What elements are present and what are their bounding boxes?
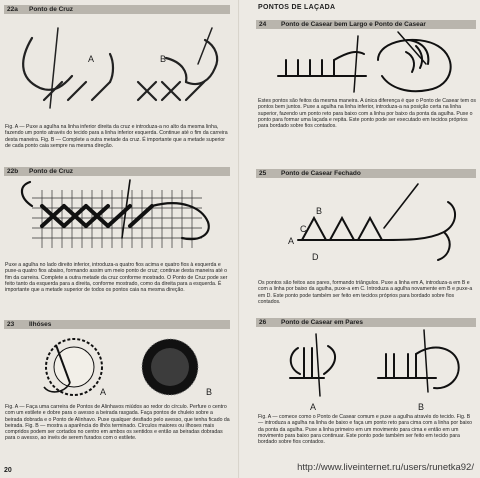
figure-label-b: B (206, 387, 213, 397)
cross-stitch-grid-figure (12, 178, 228, 256)
figure-label-a: A (100, 387, 107, 397)
section-number: 25 (259, 170, 267, 177)
page-number: 20 (4, 467, 12, 474)
section-title: Ponto de Casear em Pares (281, 319, 364, 326)
section-title: Ponto de Cruz (29, 168, 74, 175)
section-title: Ponto de Casear bem Largo e Ponto de Casear (281, 21, 426, 28)
section-title: Ponto de Casear Fechado (281, 170, 361, 177)
paired-blanket-stitch-figure (258, 328, 476, 414)
figure-label-b: B (316, 206, 323, 216)
caption-23: Fig. A — Faça uma carreira de Pontos de Alinhavos miúdos ao redor do círculo. Perfure o centro com um estilete e dobre para o avesso a beirada rasgada. Faça pontos de chuleio sobre a beirada dobrada e o Ponto de Alinhavo. Puxe qualquer desfiado pelo avesso, que tenha ficado da beirada. Fig. B — mostra a aparência do ilhós terminado. Círculos maiores ou ilhoses mais compridos podem ser cortados no centro em ambos os sentidos e então as beiradas dobradas para o avesso, ao invés de serem furados com o estilete. (5, 404, 230, 442)
caption-25: Os pontos são feitos aos pares, formando triângulos. Puxe a linha em A, introduza-a em B e com a linha por baixo da agulha, puxe-a em C. Introduza a agulha novamente em B e puxe-a em D. Este ponto pode também ser feito em tecidos próprios para bordado sobre fios contados. (258, 280, 473, 305)
figure-label-b: B (418, 402, 425, 412)
figure-label-a: A (88, 54, 95, 64)
section-number: 22b (7, 168, 19, 175)
watermark-url: http://www.liveinternet.ru/users/runetka92/ (297, 462, 474, 473)
eyelet-figure-ab (10, 331, 230, 401)
caption-22b: Puxe a agulha no lado direito inferior, introduza-a quatro fios acima e quatro fios à esquerda e puxe-a quatro fios abaixo, formando assim um meio ponto de cruz; continue desta maneira até o fim da carreira. Complete a outra metade da cruz conforme mostrado. O Ponto de Cruz pode ser feito tanto da esquerda para a direita, conforme mostrado, como da direita para a esquerda. É importante que a metade superior de todos os pontos caia na mesma direção. (5, 262, 228, 294)
section-number: 24 (259, 21, 267, 28)
caption-24: Estes pontos são feitos da mesma maneira. A única diferença é que o Ponto de Casear tem os pontos bem juntos. Puxe a agulha na linha inferior, introduza-a na posição certa na linha superior, fazendo um ponto reto para baixo com a linha por baixo da ponta da agulha. Puxe o ponto para formar uma laçada e repita. Este ponto pode ser executado em tecidos próprios para bordado sobre fios contados. (258, 98, 477, 130)
figure-label-b: B (160, 54, 167, 64)
section-number: 23 (7, 321, 15, 328)
section-header-24 (256, 20, 476, 29)
section-number: 22a (7, 6, 18, 13)
section-header-26 (256, 318, 476, 327)
blanket-stitch-figure (258, 30, 476, 96)
section-title: Ilhóses (29, 321, 52, 328)
closed-blanket-stitch-figure (258, 180, 476, 272)
running-head: PONTOS DE LAÇADA (258, 4, 336, 11)
figure-label-c: C (300, 224, 307, 234)
caption-22a: Fig. A — Puxe a agulha na linha inferior direita da cruz e introduza-a no alto da mesma linha, fazendo um ponto através do tecido para a linha inferior esquerda. Continue até o fim da carreira desta maneira. Fig. B — Complete a outra metade da cruz. É importante que a metade superior de cada ponto caia sempre na mesma direção. (5, 124, 228, 149)
section-header-22b (4, 167, 230, 176)
section-title: Ponto de Cruz (29, 6, 74, 13)
cross-stitch-figure-ab (10, 18, 230, 118)
section-header-22a (4, 5, 230, 14)
section-header-25 (256, 169, 476, 178)
figure-label-a: A (310, 402, 317, 412)
section-header-23 (4, 320, 230, 329)
section-number: 26 (259, 319, 267, 326)
caption-26: Fig. A — comece como o Ponto de Casear comum e puxe a agulha através do tecido. Fig. B — introduza a agulha na linha de baixo e faça um ponto reto para cima com a linha por baixo da ponta da agulha. Puxe a linha primeiro em um movimento para cima e então em um movimento para baixo para continuar. Este ponto pode também ser feito em tecido para bordado sobre fios contados. (258, 414, 472, 446)
figure-label-d: D (312, 252, 319, 262)
figure-label-a: A (288, 236, 295, 246)
